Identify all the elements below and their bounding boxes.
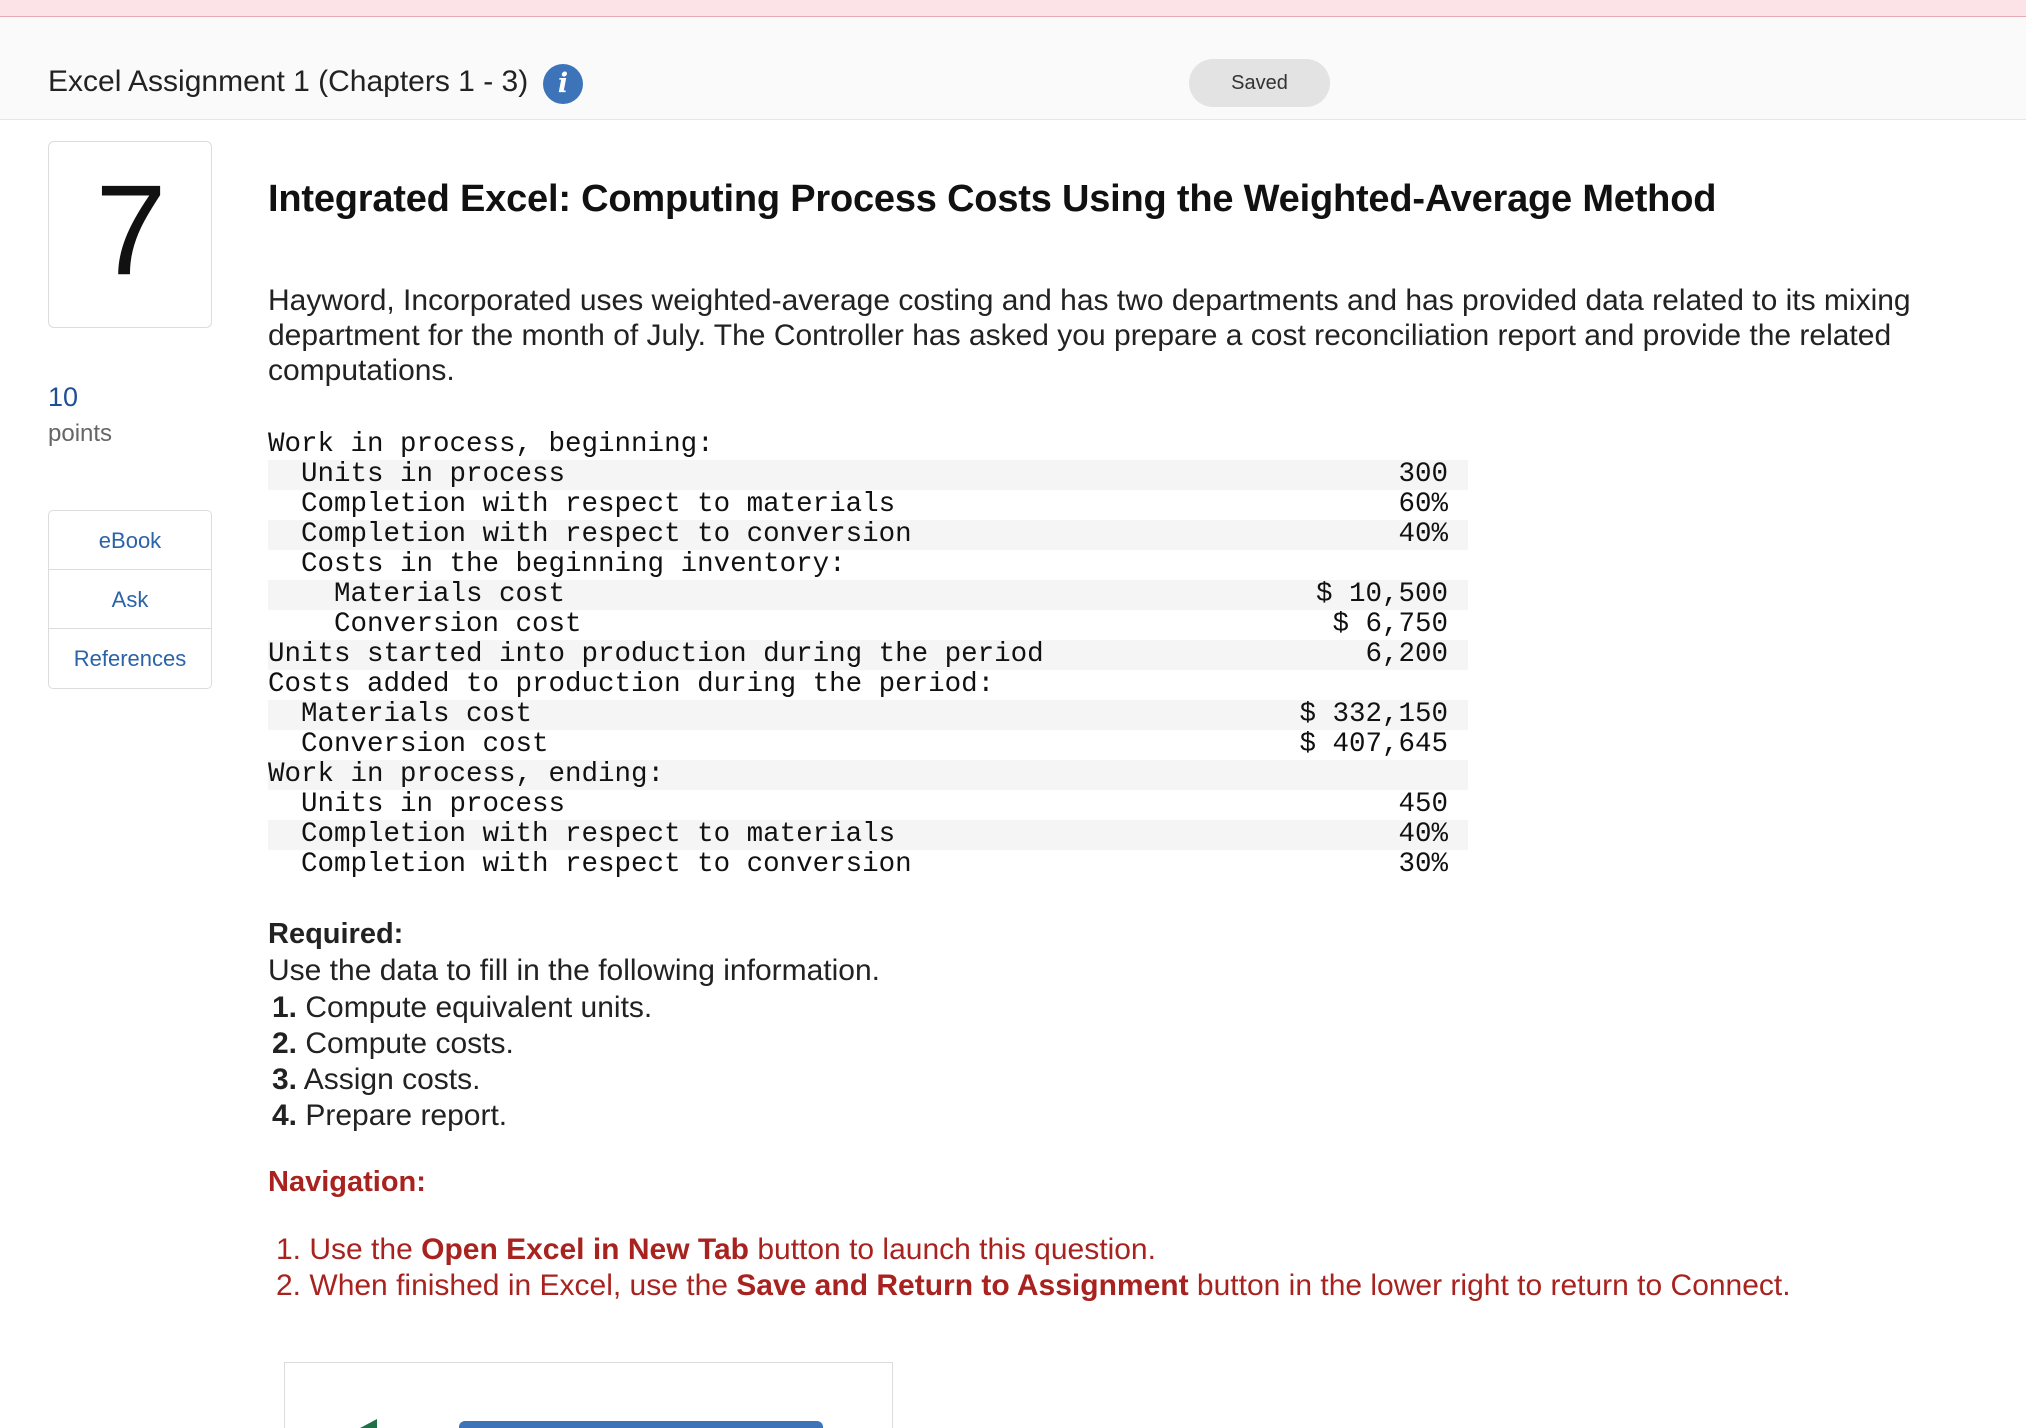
points-value: 10: [48, 382, 79, 412]
row-value: 300: [1398, 459, 1448, 490]
list-item: [272, 1026, 652, 1062]
item-number: 4.: [272, 1099, 298, 1132]
item-text: Compute costs.: [305, 1027, 514, 1060]
excel-launch-card: [284, 1362, 893, 1428]
row-value: $ 332,150: [1299, 699, 1448, 730]
row-label: Units started into production during the period: [268, 639, 1044, 670]
table-row: [268, 610, 1468, 640]
table-row: [268, 700, 1468, 730]
row-label: Materials cost: [268, 579, 566, 610]
row-value: 450: [1398, 789, 1448, 820]
item-text: button to launch this question.: [748, 1233, 1156, 1266]
row-label: Materials cost: [268, 699, 533, 730]
assignment-title: Excel Assignment 1 (Chapters 1 - 3): [48, 65, 529, 98]
navigation-heading: Navigation:: [268, 1166, 426, 1198]
table-row: [268, 820, 1468, 850]
row-value: 40%: [1398, 819, 1448, 850]
question-resources: [48, 510, 212, 689]
assignment-header: [0, 17, 2026, 120]
question-intro: Hayword, Incorporated uses weighted-average costing and has two departments and has provided data related to its mixing department for the month of July. The Controller has asked you prepare a cost reconciliation report and provide the related computations.: [268, 284, 1911, 387]
row-label: Units in process: [268, 789, 566, 820]
row-label: Units in process: [268, 459, 566, 490]
ebook-link[interactable]: eBook: [49, 511, 211, 570]
row-value: $ 10,500: [1315, 579, 1448, 610]
row-value: 60%: [1398, 489, 1448, 520]
row-label: Work in process, ending:: [268, 759, 665, 790]
navigation-list: [276, 1232, 1791, 1304]
table-row: [268, 430, 1468, 460]
item-emphasis: Open Excel in New Tab: [421, 1233, 749, 1266]
row-label: Work in process, beginning:: [268, 429, 714, 460]
row-value: $ 407,645: [1299, 729, 1448, 760]
item-text: Prepare report.: [305, 1099, 508, 1132]
item-number: 1.: [276, 1233, 302, 1266]
row-label: Completion with respect to materials: [268, 489, 896, 520]
item-number: 1.: [272, 991, 298, 1024]
question-number-box: [48, 141, 212, 328]
item-emphasis: Save and Return to Assignment: [736, 1269, 1189, 1302]
row-value: $ 6,750: [1332, 609, 1448, 640]
info-icon[interactable]: i: [543, 64, 583, 104]
item-text: When finished in Excel, use the: [309, 1269, 737, 1302]
row-label: Completion with respect to conversion: [268, 849, 912, 880]
item-number: 2.: [276, 1269, 302, 1302]
open-excel-button[interactable]: [459, 1421, 823, 1428]
table-row: [268, 550, 1468, 580]
row-value: 30%: [1398, 849, 1448, 880]
item-text: Use the: [309, 1233, 422, 1266]
saved-status-badge: Saved: [1189, 59, 1330, 107]
excel-icon: [347, 1419, 377, 1428]
table-row: [268, 850, 1468, 880]
row-label: Costs added to production during the period:: [268, 669, 995, 700]
row-label: Completion with respect to materials: [268, 819, 896, 850]
table-row: [268, 760, 1468, 790]
list-item: [276, 1268, 1791, 1304]
item-text: Compute equivalent units.: [305, 991, 653, 1024]
table-row: [268, 670, 1468, 700]
question-title: Integrated Excel: Computing Process Costs Using the Weighted-Average Method: [268, 178, 1717, 220]
ask-link[interactable]: Ask: [49, 570, 211, 629]
table-row: [268, 520, 1468, 550]
required-list: [272, 990, 652, 1134]
table-row: [268, 730, 1468, 760]
row-label: Costs in the beginning inventory:: [268, 549, 846, 580]
table-row: [268, 460, 1468, 490]
question-number: 7: [95, 159, 167, 302]
list-item: [272, 990, 652, 1026]
references-link[interactable]: References: [73, 646, 187, 671]
item-number: 2.: [272, 1027, 298, 1060]
list-item: [272, 1098, 652, 1134]
row-value: 40%: [1398, 519, 1448, 550]
list-item: [276, 1232, 1791, 1268]
item-number: 3.: [272, 1063, 298, 1096]
row-label: Completion with respect to conversion: [268, 519, 912, 550]
table-row: [268, 640, 1468, 670]
row-value: 6,200: [1365, 639, 1448, 670]
item-text: button in the lower right to return to Connect.: [1188, 1269, 1791, 1302]
required-heading: Required:: [268, 918, 404, 950]
points-label: points: [48, 420, 113, 447]
data-table: [268, 430, 1468, 880]
table-row: [268, 490, 1468, 520]
item-text: Assign costs.: [303, 1063, 481, 1096]
list-item: [272, 1062, 652, 1098]
row-label: Conversion cost: [268, 729, 549, 760]
table-row: [268, 790, 1468, 820]
row-label: Conversion cost: [268, 609, 582, 640]
table-row: [268, 580, 1468, 610]
required-text: Use the data to fill in the following information.: [268, 954, 880, 987]
top-status-strip: [0, 0, 2026, 17]
